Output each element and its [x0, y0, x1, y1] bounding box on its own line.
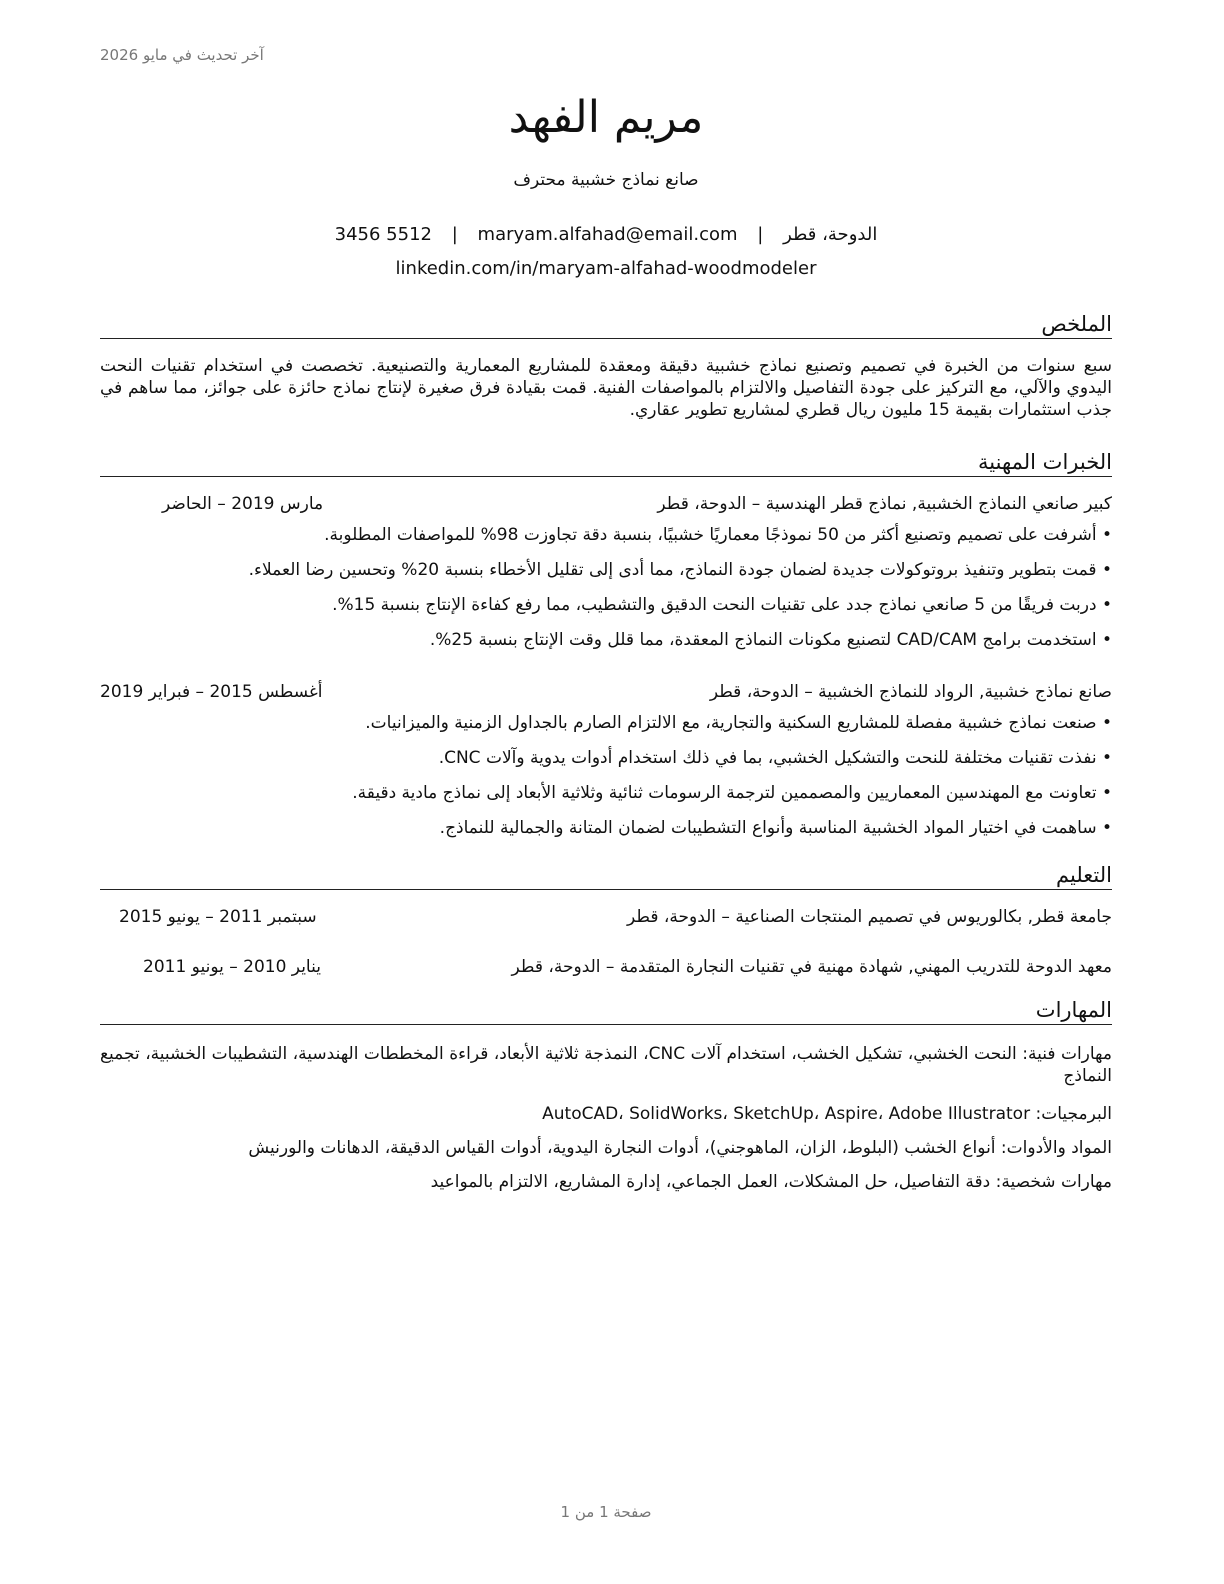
separator: |	[451, 224, 458, 245]
education-title: جامعة قطر, بكالوريوس في تصميم المنتجات الصناعية – الدوحة، قطر	[627, 907, 1112, 927]
job-title: صانع نماذج خشبية, الرواد للنماذج الخشبية – الدوحة، قطر	[709, 682, 1112, 702]
education-entry	[100, 957, 1112, 983]
education-title: معهد الدوحة للتدريب المهني, شهادة مهنية في تقنيات النجارة المتقدمة – الدوحة، قطر	[511, 957, 1112, 977]
job-bullet: • دربت فريقًا من 5 صانعي نماذج جدد على تقنيات النحت الدقيق والتشطيب، مما رفع كفاءة الإنتاج بنسبة 15%.	[332, 595, 1112, 615]
job-bullet: • صنعت نماذج خشبية مفصلة للمشاريع السكنية والتجارية، مع الالتزام الصارم بالجداول الزمنية والميزانيات.	[365, 713, 1112, 733]
education-entry	[100, 907, 1112, 933]
location: الدوحة، قطر	[783, 224, 878, 245]
job-dates: مارس 2019 – الحاضر	[162, 494, 324, 514]
section-title-education: التعليم	[100, 863, 1112, 890]
education-dates: يناير 2010 – يونيو 2011	[143, 957, 321, 977]
separator: |	[757, 224, 764, 245]
job-dates: أغسطس 2015 – فبراير 2019	[100, 682, 323, 702]
job-bullet: • استخدمت برامج CAD/CAM لتصنيع مكونات النماذج المعقدة، مما قلل وقت الإنتاج بنسبة 25%.	[429, 630, 1112, 650]
job-bullet: • تعاونت مع المهندسين المعماريين والمصممين لترجمة الرسومات ثنائية وثلاثية الأبعاد إلى نماذج مادية دقيقة.	[352, 783, 1112, 803]
job-bullet: • ساهمت في اختيار المواد الخشبية المناسبة وأنواع التشطيبات لضمان المتانة والجمالية للنماذج.	[439, 818, 1112, 838]
job-entry	[100, 494, 1112, 520]
candidate-name: مريم الفهد	[508, 92, 704, 143]
resume-page	[100, 0, 1112, 1584]
education-dates: سبتمبر 2011 – يونيو 2015	[119, 907, 317, 927]
linkedin-link[interactable]: linkedin.com/in/maryam-alfahad-woodmodeler	[395, 258, 817, 279]
skill-line: مهارات فنية: النحت الخشبي، تشكيل الخشب، استخدام آلات CNC، النمذجة ثلاثية الأبعاد، قراءة المخططات الهندسية، التشطيبات الخشبية، تجميع النماذج	[100, 1044, 1112, 1086]
job-entry	[100, 682, 1112, 708]
phone-number: 3456 5512	[334, 224, 432, 245]
last-updated-note: آخر تحديث في مايو 2026	[100, 46, 264, 64]
skill-line: البرمجيات: AutoCAD، SolidWorks، SketchUp، Aspire، Adobe Illustrator	[542, 1104, 1112, 1124]
contact-line	[100, 224, 1112, 245]
skill-line: المواد والأدوات: أنواع الخشب (البلوط، الزان، الماهوجني)، أدوات النجارة اليدوية، أدوات القياس الدقيقة، الدهانات والورنيش	[248, 1138, 1112, 1158]
section-title-experience: الخبرات المهنية	[100, 450, 1112, 477]
email-address[interactable]: maryam.alfahad@email.com	[477, 224, 738, 245]
job-bullet: • أشرفت على تصميم وتصنيع أكثر من 50 نموذجًا معماريًا خشبيًا، بنسبة دقة تجاوزت 98% للمواصفات المطلوبة.	[324, 525, 1112, 545]
section-title-summary: الملخص	[100, 312, 1112, 339]
summary-text: سبع سنوات من الخبرة في تصميم وتصنيع نماذج خشبية دقيقة ومعقدة للمشاريع المعمارية والتصنيعية. تخصصت في استخدام تقنيات النحت اليدوي والآلي، مع التركيز على جودة التفاصيل والالتزام بالمواصفات الفنية. قمت بقيادة فرق صغيرة لإنتاج نماذج حائزة على جوائز، مما ساهم في جذب استثمارات بقيمة 15 مليون ريال قطري لمشاريع تطوير عقاري.	[100, 356, 1112, 420]
job-title: كبير صانعي النماذج الخشبية, نماذج قطر الهندسية – الدوحة، قطر	[657, 494, 1112, 514]
job-bullet: • قمت بتطوير وتنفيذ بروتوكولات جديدة لضمان جودة النماذج، مما أدى إلى تقليل الأخطاء بنسبة 20% وتحسين رضا العملاء.	[248, 560, 1112, 580]
skill-line: مهارات شخصية: دقة التفاصيل، حل المشكلات، العمل الجماعي، إدارة المشاريع، الالتزام بالمواعيد	[430, 1172, 1112, 1192]
job-subtitle: صانع نماذج خشبية محترف	[513, 170, 699, 190]
page-number: صفحة 1 من 1	[560, 1503, 652, 1521]
section-title-skills: المهارات	[100, 998, 1112, 1025]
job-bullet: • نفذت تقنيات مختلفة للنحت والتشكيل الخشبي، بما في ذلك استخدام أدوات يدوية وآلات CNC.	[438, 748, 1112, 768]
